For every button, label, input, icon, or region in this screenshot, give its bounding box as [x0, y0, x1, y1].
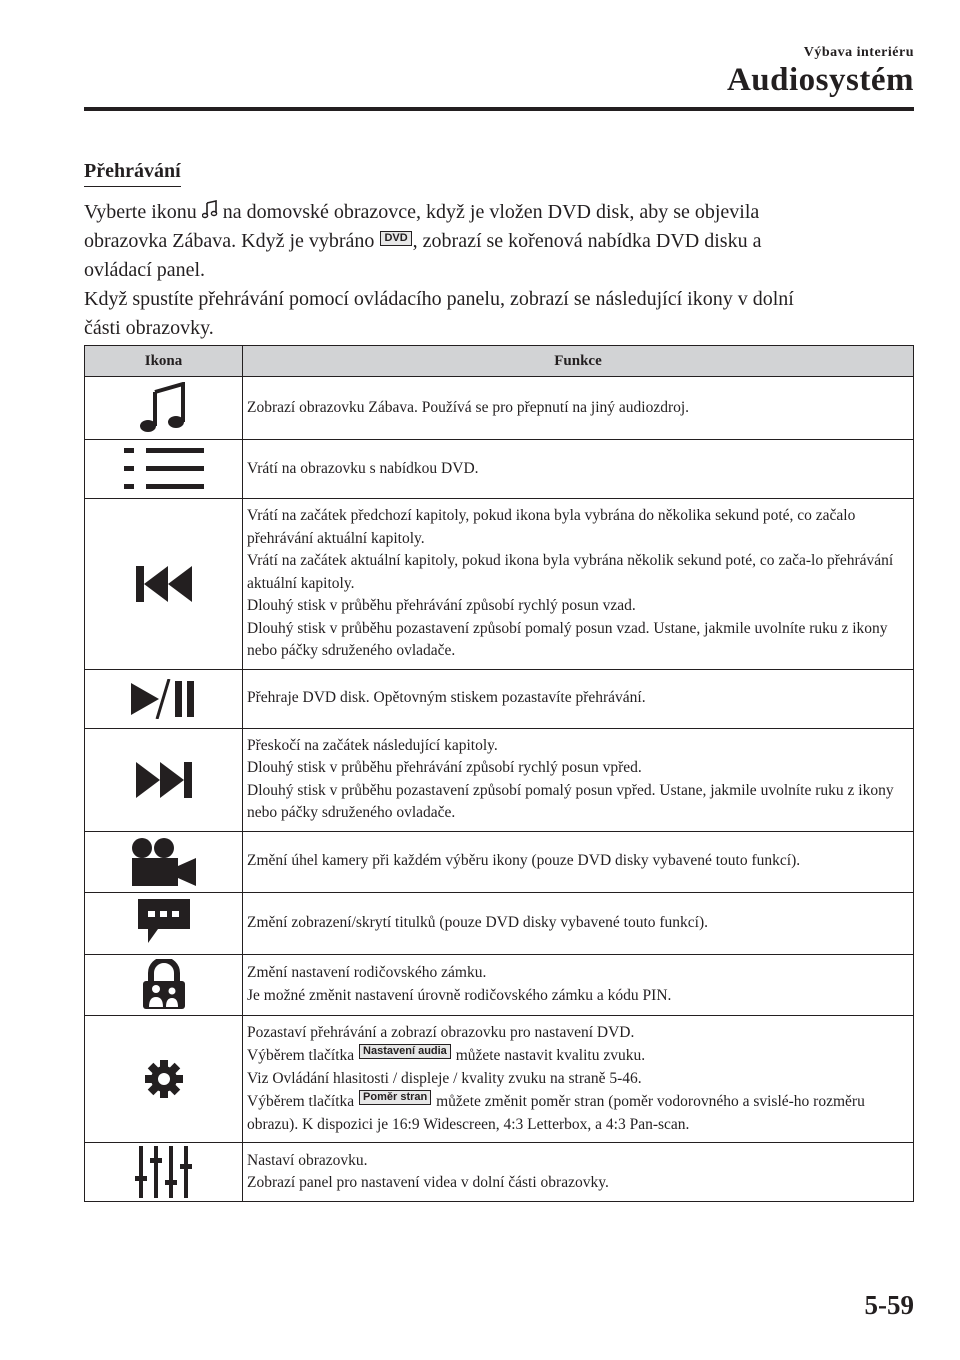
- description-line: Přehraje DVD disk. Opětovným stiskem pozastavíte přehrávání.: [247, 689, 646, 707]
- section-title: Přehrávání: [84, 160, 181, 187]
- description-line: Změní nastavení rodičovského zámku.: [247, 964, 487, 981]
- description-cell: [243, 1143, 914, 1202]
- icon-cell: [85, 954, 243, 1015]
- intro-text: , zobrazí se kořenová nabídka DVD disku a: [412, 230, 762, 252]
- chapter-title: Audiosystém: [726, 62, 914, 98]
- description-line: Viz Ovládání hlasitosti / displeje / kvality zvuku na straně 5-46.: [247, 1069, 642, 1087]
- icon-cell: [85, 728, 243, 831]
- description-line: Přeskočí na začátek následující kapitoly.: [247, 736, 498, 754]
- intro-paragraph: [84, 198, 914, 343]
- icon-cell: [85, 831, 243, 892]
- description-line: Vrátí na začátek předchozí kapitoly, pokud ikona byla vybrána do několika sekund poté, co začalo přehrávání aktuální kapitoly.: [247, 507, 856, 547]
- intro-text: Vyberte ikonu: [84, 201, 202, 223]
- equalizer-sliders-icon: [135, 1146, 193, 1198]
- description-cell: [243, 728, 914, 831]
- description-cell: [243, 377, 914, 440]
- description-line: Nastaví obrazovku.: [247, 1151, 368, 1169]
- column-header-icon: Ikona: [85, 346, 243, 377]
- table-row: [85, 1143, 914, 1202]
- description-text: můžete nastavit kvalitu zvuku.: [451, 1047, 646, 1064]
- gear-icon: [144, 1059, 184, 1099]
- description-line: Vrátí na začátek aktuální kapitoly, pokud ikona byla vybrána několik sekund poté, co zača-lo přehrávání aktuální kapitoly.: [247, 552, 894, 592]
- table-header-row: [85, 346, 914, 377]
- description-line: Vrátí na obrazovku s nabídkou DVD.: [247, 459, 479, 477]
- video-camera-icon: [130, 836, 198, 888]
- intro-text: na domovské obrazovce, když je vložen DVD disk, aby se objevila: [217, 201, 760, 223]
- description-text: Výběrem tlačítka: [247, 1047, 359, 1064]
- icon-cell: [85, 892, 243, 954]
- table-row: [85, 499, 914, 670]
- intro-text: Když spustíte přehrávání pomocí ovládacího panelu, zobrazí se následující ikony v dolní: [84, 288, 794, 310]
- description-cell: [243, 831, 914, 892]
- description-cell: [243, 1015, 914, 1143]
- description-text: Výběrem tlačítka: [247, 1093, 359, 1110]
- table-row: [85, 892, 914, 954]
- description-line: Dlouhý stisk v průběhu přehrávání způsobí rychlý posun vpřed.: [247, 759, 642, 776]
- description-line: [247, 1090, 909, 1136]
- description-cell: [243, 892, 914, 954]
- column-header-function: Funkce: [243, 346, 914, 377]
- icon-cell: [85, 1015, 243, 1143]
- section-header: Výbava interiéru: [803, 45, 914, 60]
- table-row: [85, 669, 914, 728]
- audio-settings-button-label: Nastavení audia: [359, 1044, 451, 1059]
- parental-lock-icon: [141, 959, 187, 1011]
- table-row: [85, 954, 914, 1015]
- dvd-button-label: DVD: [380, 231, 411, 246]
- icon-cell: [85, 499, 243, 670]
- previous-track-icon: [136, 566, 192, 602]
- description-line: Zobrazí panel pro nastavení videa v dolní části obrazovky.: [247, 1174, 609, 1191]
- icon-cell: [85, 377, 243, 440]
- table-row: [85, 377, 914, 440]
- description-line: Je možné změnit nastavení úrovně rodičovského zámku a kódu PIN.: [247, 986, 672, 1004]
- intro-text: části obrazovky.: [84, 317, 214, 339]
- description-cell: [243, 669, 914, 728]
- menu-list-icon: [124, 446, 204, 492]
- description-line: Změní úhel kamery při každém výběru ikony (pouze DVD disky vybavené touto funkcí).: [247, 852, 801, 870]
- play-pause-icon: [129, 679, 199, 719]
- intro-text: ovládací panel.: [84, 259, 206, 281]
- icon-cell: [85, 669, 243, 728]
- description-line: Zobrazí obrazovku Zábava. Používá se pro přepnutí na jiný audiozdroj.: [247, 398, 690, 416]
- table-row: [85, 831, 914, 892]
- description-text: můžete změnit poměr stran (poměr vodorovného a svislé-ho rozměru obrazu). K dispozici je 16:9 Widescreen, 4:3 Letterbox, a 4:3 Pan-scan.: [247, 1093, 865, 1133]
- description-line: Dlouhý stisk v průběhu přehrávání způsobí rychlý posun vzad.: [247, 597, 636, 614]
- aspect-ratio-button-label: Poměr stran: [359, 1090, 431, 1105]
- table-row: [85, 440, 914, 499]
- description-cell: [243, 954, 914, 1015]
- page-number: 5-59: [864, 1290, 914, 1320]
- header-divider: [84, 107, 914, 111]
- next-track-icon: [136, 762, 192, 798]
- subtitle-icon: [138, 899, 190, 947]
- description-line: Dlouhý stisk v průběhu pozastavení způsobí pomalý posun vzad. Ustane, jakmile uvolníte ruku z ikony nebo páčky sdruženého ovladače.: [247, 619, 888, 659]
- description-line: Změní zobrazení/skrytí titulků (pouze DVD disky vybavené touto funkcí).: [247, 913, 709, 931]
- description-line: [247, 1044, 909, 1068]
- description-line: Dlouhý stisk v průběhu pozastavení způsobí pomalý posun vpřed. Ustane, jakmile uvolníte ruku z ikony nebo páčky sdruženého ovladače.: [247, 781, 894, 821]
- intro-text: obrazovka Zábava. Když je vybráno: [84, 230, 380, 252]
- icon-function-table: [84, 345, 914, 1202]
- music-note-icon: [139, 382, 189, 434]
- table-row: [85, 1015, 914, 1143]
- icon-cell: [85, 440, 243, 499]
- description-line: Pozastaví přehrávání a zobrazí obrazovku pro nastavení DVD.: [247, 1023, 635, 1041]
- description-cell: [243, 440, 914, 499]
- table-row: [85, 728, 914, 831]
- icon-cell: [85, 1143, 243, 1202]
- entertainment-note-icon: [202, 200, 218, 220]
- description-cell: [243, 499, 914, 670]
